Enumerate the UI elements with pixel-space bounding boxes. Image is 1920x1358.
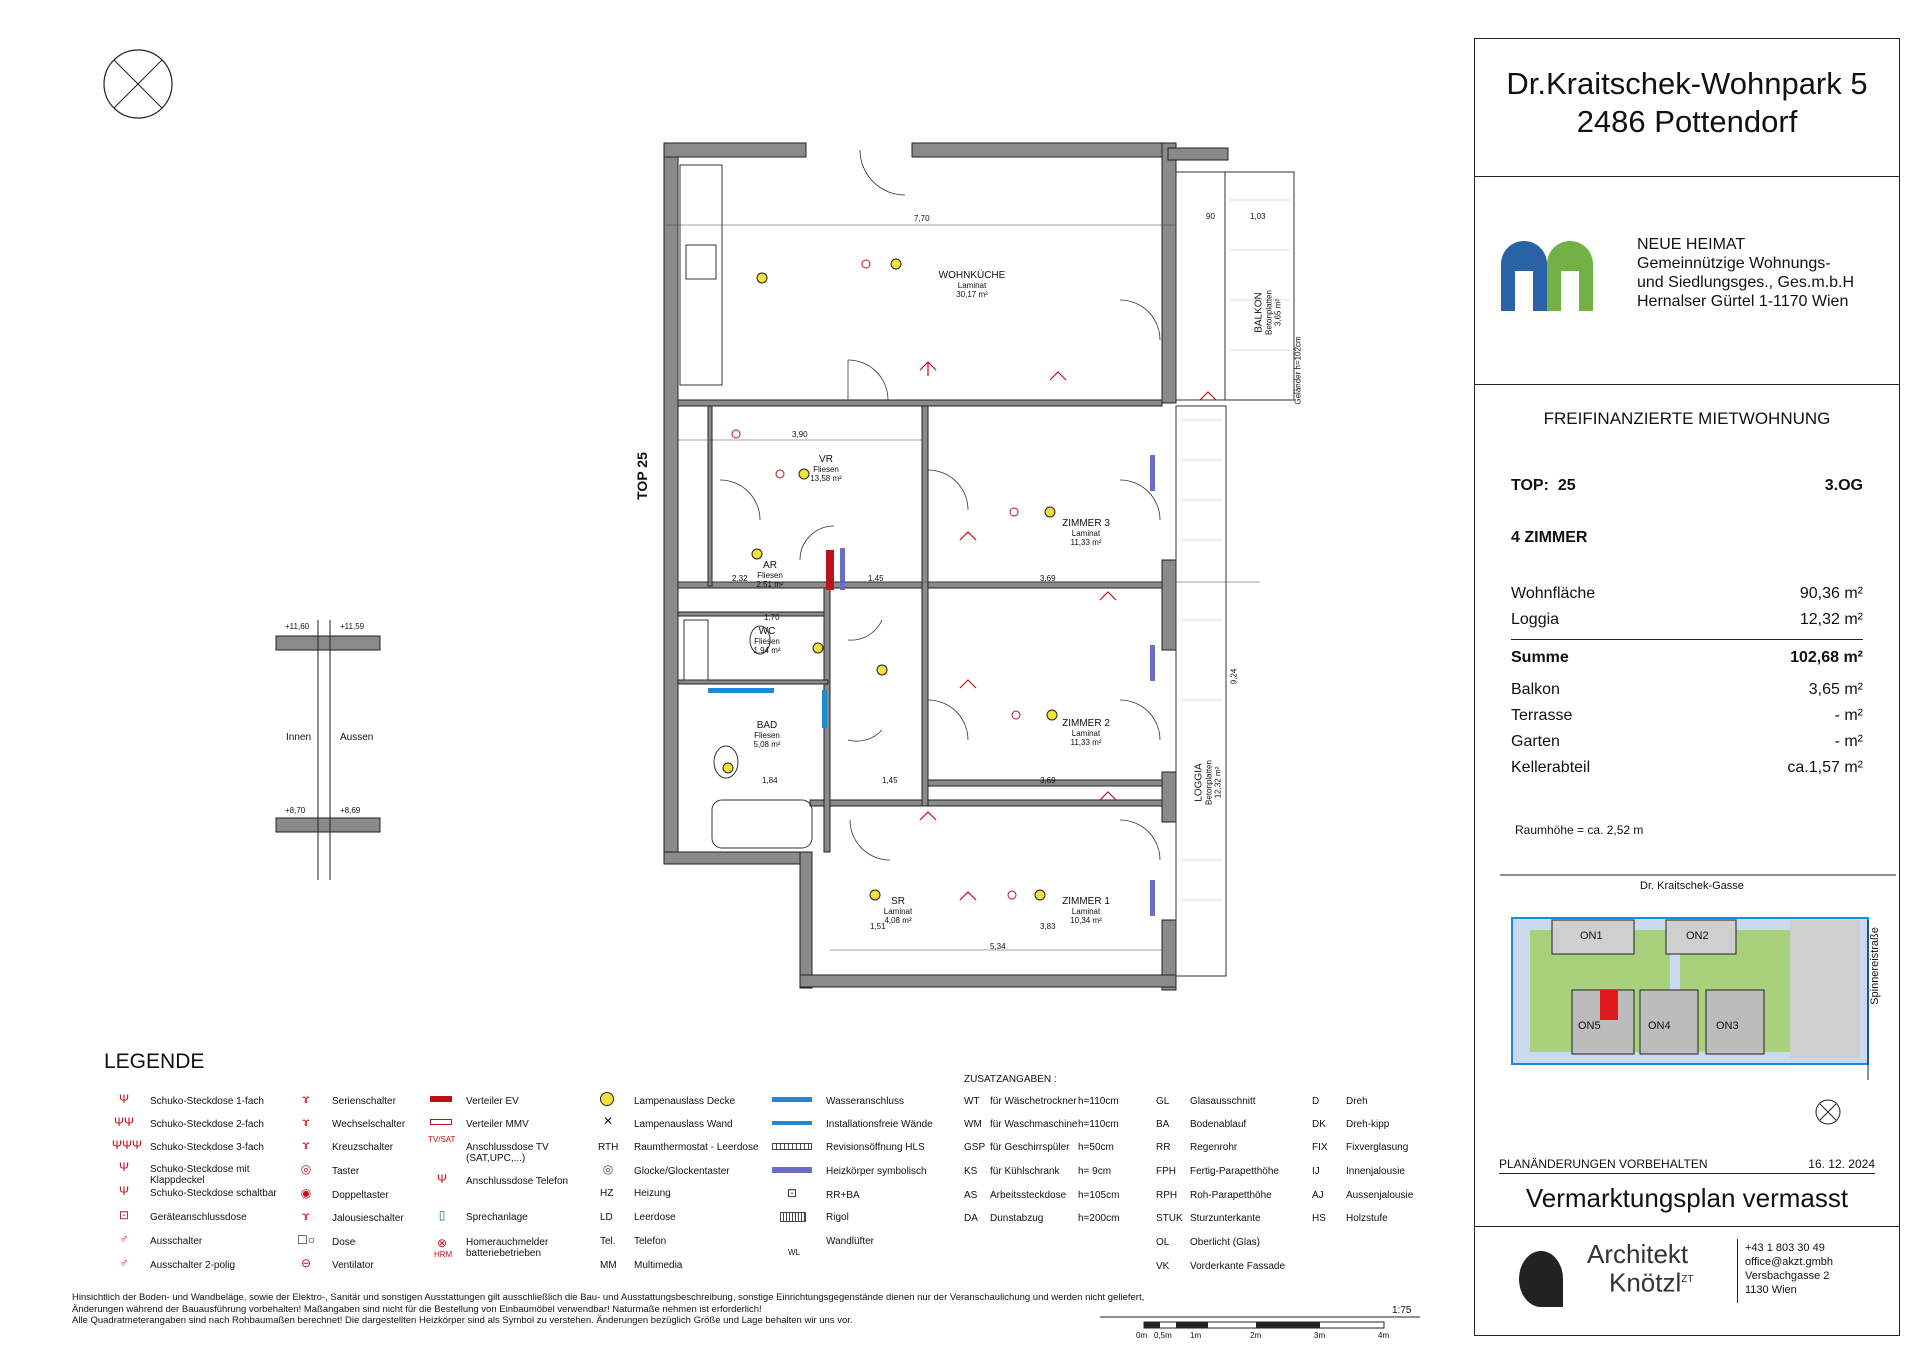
wc-cabinet [684,620,708,680]
switch-icon: ♂ [119,1232,129,1246]
zusatz-text: Oberlicht (Glas) [1190,1237,1261,1248]
legend-item: Schuko-Steckdose mit Klappdeckel [150,1164,250,1186]
water-icon [772,1097,812,1102]
legend-item: Raumthermostat - Leerdose [634,1142,759,1153]
outlet-flap-icon: Ψ [118,1160,130,1174]
scale-label: 4m [1378,1331,1390,1340]
nh-logo-icon [1501,231,1593,311]
floor-label: 3.OG [1824,477,1863,494]
legend-abbr: HZ [600,1188,614,1199]
company-line3: und Siedlungsges., Ges.m.b.H [1637,274,1855,291]
section-level: +8,70 [285,806,306,815]
plan-reserve: PLANÄNDERUNGEN VORBEHALTEN [1499,1157,1708,1171]
dim-label: 9,24 [1229,668,1239,685]
area-label: Terrasse [1511,707,1573,724]
room-wc: WC Fliesen 1,94 m² [753,626,781,655]
top-label: TOP: [1511,477,1549,494]
zusatz-abbr: KS [964,1166,978,1177]
zusatz-abbr: WM [964,1119,982,1130]
scale-label: 0m [1136,1331,1148,1340]
disclaimer-line: Alle Quadratmeterangaben sind nach Rohbaumaßen berechnet! Die dargestellten Heizkörper sind als Symbol zu verstehen. Änderungen bezüglich Größe und Lage behalten wir uns vor. [72,1315,853,1326]
legend-abbr: Tel. [600,1236,616,1247]
zusatz-abbr: VK [1156,1261,1170,1272]
scale-ratio: 1:75 [1392,1305,1412,1316]
legend-item: Ausschalter 2-polig [150,1260,236,1271]
room-zimmer-1: ZIMMER 1 Laminat 10,34 m² [1062,896,1110,925]
zusatz-text: für Geschirrspüler [990,1142,1070,1153]
area-value: - m² [1834,733,1863,750]
blind-switch-icon: ɤ [302,1209,310,1223]
top-label: TOP 25 [633,452,650,500]
area-label: Loggia [1511,611,1560,628]
outlet-1-icon: Ψ [118,1092,130,1106]
legend-item: Lampenauslass Decke [634,1096,736,1107]
room-count: 4 ZIMMER [1511,529,1588,546]
room-height: Raumhöhe = ca. 2,52 m [1515,823,1644,837]
kitchen-counter [680,165,722,385]
disclaimer-line: Hinsichtlich der Boden- und Wandbeläge, sowie der Elektro-, Sanitär und sonstigen Ausstattungen gilt ausschließlich die Bau- und Ausstattungsbeschreibung, sonstige Einrichtungsgegenstände dienen nur der Veranschaulichung und werden nicht geliefert, [72,1292,1145,1303]
zusatz-abbr: DA [964,1213,978,1224]
room-loggia: LOGGIA Betonplatten 12,32 m² [1193,760,1223,805]
install-free-icon [772,1121,812,1125]
room-ar: AR Fliesen 2,51 m² [756,560,784,589]
cross-switch-icon: ɤ [302,1138,310,1152]
legend-item: Verteiler MMV [466,1119,529,1130]
plan-title: Vermarktungsplan vermasst [1475,1183,1899,1227]
building-on5: ON5 [1578,1020,1601,1032]
zusatz-text: Roh-Parapetthöhe [1190,1190,1272,1201]
zusatz-abbr: BA [1156,1119,1170,1130]
room-zimmer-2: ZIMMER 2 Laminat 11,33 m² [1062,718,1110,747]
legend-item: Ausschalter [150,1236,203,1247]
room-vr: VR Fliesen 13,58 m² [810,454,842,483]
room-wohnkueche: WOHNKÜCHE Laminat 30,17 m² [938,270,1006,299]
building-on3: ON3 [1716,1020,1739,1032]
legend-item: Kreuzschalter [332,1142,394,1153]
legend-item: Dose [332,1237,356,1248]
series-switch-icon: ɤ [302,1092,310,1106]
site-street-right: Spinnereistraße [1868,927,1881,1005]
section-level: +8,69 [340,806,361,815]
room-sr: SR Laminat 4,08 m² [883,896,913,925]
legend-item: Telefon [634,1236,667,1247]
zusatz-abbr: FIX [1312,1142,1328,1153]
zusatz-abbr: IJ [1312,1166,1320,1177]
zusatz-text: Fertig-Parapetthöhe [1190,1166,1279,1177]
zusatz-text: für Wäschetrockner [990,1096,1077,1107]
wall-lamp-icon: ✕ [602,1114,614,1128]
legend-item: Lampenauslass Wand [634,1119,733,1130]
zusatz-height: h=105cm [1078,1190,1120,1201]
compass-icon [1813,1097,1843,1127]
company-name: NEUE HEIMAT [1637,236,1746,253]
legend-item: Schuko-Steckdose 3-fach [150,1142,264,1153]
dim-label: 1,51 [870,922,886,931]
smoke-detector-icon: ⊗ [436,1236,448,1250]
distributor-ev-icon [430,1096,452,1102]
rigol-icon [780,1212,806,1222]
dim-label: 1,70 [764,613,780,622]
architect-name2: Knötzl [1609,1267,1682,1298]
architect-phone: +43 1 803 30 49 [1745,1242,1825,1254]
zusatz-abbr: AJ [1312,1190,1324,1201]
area-value: ca.1,57 m² [1787,759,1863,776]
legend-item: Schuko-Steckdose schaltbar [150,1188,277,1199]
legend-abbr: RTH [598,1142,619,1153]
company-line2: Gemeinnützige Wohnungs- [1637,255,1831,272]
heater-icon [772,1167,812,1173]
legend-item: Schuko-Steckdose 1-fach [150,1096,264,1107]
sum-value: 102,68 m² [1790,649,1863,666]
project-name: Dr.Kraitschek-Wohnpark 5 [1506,66,1868,101]
legend-item: Glocke/Glockentaster [634,1166,730,1177]
zusatz-text: Innenjalousie [1346,1166,1405,1177]
sum-divider [1511,639,1863,640]
zusatz-text: Dreh-kipp [1346,1119,1390,1130]
architect-logo-icon [1519,1251,1563,1307]
legend-abbr: LD [600,1212,613,1223]
dim-label: 1,03 [1250,212,1266,221]
zusatz-text: Dreh [1346,1096,1368,1107]
section-inside: Innen [286,732,312,743]
wall-fan-icon: WL [788,1248,800,1257]
outlet-switched-icon: Ψ [118,1184,130,1198]
zusatz-text: Fixverglasung [1346,1142,1409,1153]
zusatz-abbr: DK [1312,1119,1326,1130]
legend-item: Doppeltaster [332,1190,389,1201]
zusatz-abbr: OL [1156,1237,1170,1248]
legend-item: Leerdose [634,1212,676,1223]
legend-item: Jalousieschalter [332,1213,404,1224]
legend-item: Serienschalter [332,1096,396,1107]
double-pushbutton-icon: ◉ [300,1186,312,1200]
washbasin [714,746,738,778]
device-socket-icon: ⊡ [118,1208,130,1222]
top-number: 25 [1557,477,1576,494]
plan-date: 16. 12. 2024 [1808,1157,1875,1171]
changeover-switch-icon: ɤ [302,1115,310,1129]
legend-item: RR+BA [826,1190,860,1201]
area-value: - m² [1834,707,1863,724]
legend-abbr: MM [600,1260,617,1271]
legend-item: Geräteanschlussdose [150,1212,247,1223]
bathtub [712,800,812,848]
room-bad: BAD Fliesen 5,08 m² [753,720,781,749]
section-outside: Aussen [340,732,374,743]
legend-item: Heizung [634,1188,671,1199]
legend-item: Verteiler EV [466,1096,519,1107]
pushbutton-icon: ◎ [300,1162,312,1176]
dim-label: 3,69 [1040,776,1056,785]
area-label: Garten [1511,733,1560,750]
zusatz-abbr: D [1312,1096,1320,1107]
building-on1: ON1 [1580,930,1603,942]
legend-item: Revisionsöffnung HLS [826,1142,925,1153]
zusatz-text: für Waschmaschine [990,1119,1078,1130]
company-address: Hernalser Gürtel 1-1170 Wien [1637,293,1849,310]
bell-icon: ◎ [602,1162,614,1176]
project-location: 2486 Pottendorf [1576,104,1798,139]
unit-category: FREIFINANZIERTE MIETWOHNUNG [1543,409,1831,428]
railing-label: Geländer h=102cm [1293,336,1303,405]
dim-label: 3,90 [792,430,808,439]
section-level: +11,59 [340,622,365,631]
scale-label: 2m [1250,1331,1262,1340]
legend-item: Wasseranschluss [826,1096,904,1107]
legend-item: Taster [332,1166,360,1177]
zusatz-abbr: WT [964,1096,980,1107]
site-street-top: Dr. Kraitschek-Gasse [1640,880,1744,892]
scale-label: 0,5m [1154,1331,1172,1340]
zusatz-text: Bodenablauf [1190,1119,1247,1130]
zusatz-text: Glasausschnitt [1190,1096,1256,1107]
architect-street: Versbachgasse 2 [1745,1270,1830,1282]
switch-2pole-icon: ♂ [119,1256,129,1270]
section-level: +11,60 [285,622,310,631]
zusatz-text: Aussenjalousie [1346,1190,1414,1201]
zusatz-title: ZUSATZANGABEN : [964,1074,1057,1085]
dim-label: 2,32 [732,574,748,583]
area-value: 3,65 m² [1808,681,1863,698]
zusatz-abbr: STUK [1156,1213,1183,1224]
zusatz-text: für Kühlschrank [990,1166,1060,1177]
legend-item: Anschlussdose TV (SAT,UPC,...) [466,1142,549,1164]
room-zimmer-3: ZIMMER 3 Laminat 11,33 m² [1062,518,1110,547]
room-balkon: BALKON Betonplatten 3,65 m² [1253,290,1283,335]
sum-label: Summe [1511,649,1569,666]
dim-label: 1,45 [868,574,884,583]
zusatz-height: h= 9cm [1078,1166,1112,1177]
scale-label: 1m [1190,1331,1202,1340]
legend-item: Ventilator [332,1260,374,1271]
legend-item: Multimedia [634,1260,683,1271]
zusatz-abbr: HS [1312,1213,1326,1224]
scale-label: 3m [1314,1331,1326,1340]
zusatz-height: h=200cm [1078,1213,1120,1224]
zusatz-height: h=50cm [1078,1142,1114,1153]
zusatz-text: Regenrohr [1190,1142,1238,1153]
architect-email: office@akzt.gmbh [1745,1256,1834,1268]
zusatz-height: h=110cm [1078,1096,1119,1107]
intercom-icon: ▯ [438,1208,446,1222]
zusatz-text: Holzstufe [1346,1213,1388,1224]
legend-item: Wechselschalter [332,1119,406,1130]
title-block [1474,38,1900,1336]
revision-icon [772,1143,812,1150]
dim-label: 5,34 [990,942,1006,951]
legend-item: Homerauchmelder batteriebetrieben [466,1237,549,1259]
dim-label: 1,84 [762,776,778,785]
dim-label: 1,45 [882,776,898,785]
fan-icon: ⊖ [300,1256,312,1270]
zusatz-text: Dunstabzug [990,1213,1044,1224]
zusatz-abbr: RR [1156,1142,1171,1153]
area-value: 90,36 m² [1799,585,1863,602]
area-label: Balkon [1511,681,1560,698]
architect-city: 1130 Wien [1745,1284,1797,1296]
legend-item: Anschlussdose Telefon [466,1176,569,1187]
area-label: Kellerabteil [1511,759,1591,776]
legend-item: Wandlüfter [826,1236,874,1247]
zusatz-abbr: GSP [964,1142,986,1153]
legend-item: Heizkörper symbolisch [826,1166,927,1177]
architect-zt: ZT [1681,1274,1694,1285]
zusatz-abbr: FPH [1156,1166,1176,1177]
legend-item: Sprechanlage [466,1212,528,1223]
box-icon: ☐○ [296,1233,315,1247]
legend-item: Rigol [826,1212,849,1223]
area-value: 12,32 m² [1799,611,1863,628]
dim-label: 7,70 [914,214,930,223]
zusatz-height: h=110cm [1078,1119,1119,1130]
dim-label: 3,83 [1040,922,1056,931]
zusatz-text: Arbeitssteckdose [990,1190,1067,1201]
tv-socket-icon: TV/SAT [428,1135,456,1144]
rr-ba-icon: ⊡ [786,1186,798,1200]
legend-title: LEGENDE [104,1050,205,1073]
zusatz-abbr: RPH [1156,1190,1178,1201]
zusatz-text: Sturzunterkante [1190,1213,1261,1224]
legend-item: Schuko-Steckdose 2-fach [150,1119,264,1130]
dim-label: 90 [1206,212,1215,221]
architect-name1: Architekt [1587,1239,1689,1269]
zusatz-text: Vorderkante Fassade [1190,1261,1286,1272]
zusatz-abbr: GL [1156,1096,1170,1107]
disclaimer-line: Änderungen während der Bauausführung vorbehalten! Maßangaben sind nicht für die Bestellung von Einbaumöbel verwendbar! Naturmaße nehmen ist erforderlich! [72,1303,762,1315]
outlet-3-icon: ΨΨΨ [112,1138,143,1152]
hrm-label: HRM [434,1250,453,1259]
dim-label: 3,69 [1040,574,1056,583]
distributor-mmv-icon [430,1119,452,1125]
building-on2: ON2 [1686,930,1709,942]
phone-socket-icon: Ψ [436,1172,448,1186]
project-header [1475,39,1899,177]
disclaimer [72,1292,1212,1327]
zusatz-abbr: AS [964,1190,978,1201]
area-label: Wohnfläche [1511,585,1596,602]
legend-item: Installationsfreie Wände [826,1119,933,1130]
company-section [1475,177,1899,385]
north-arrow-icon [104,50,172,118]
outlet-2-icon: ΨΨ [113,1115,135,1129]
building-on4: ON4 [1648,1020,1671,1032]
ceiling-lamp-icon [600,1092,614,1106]
